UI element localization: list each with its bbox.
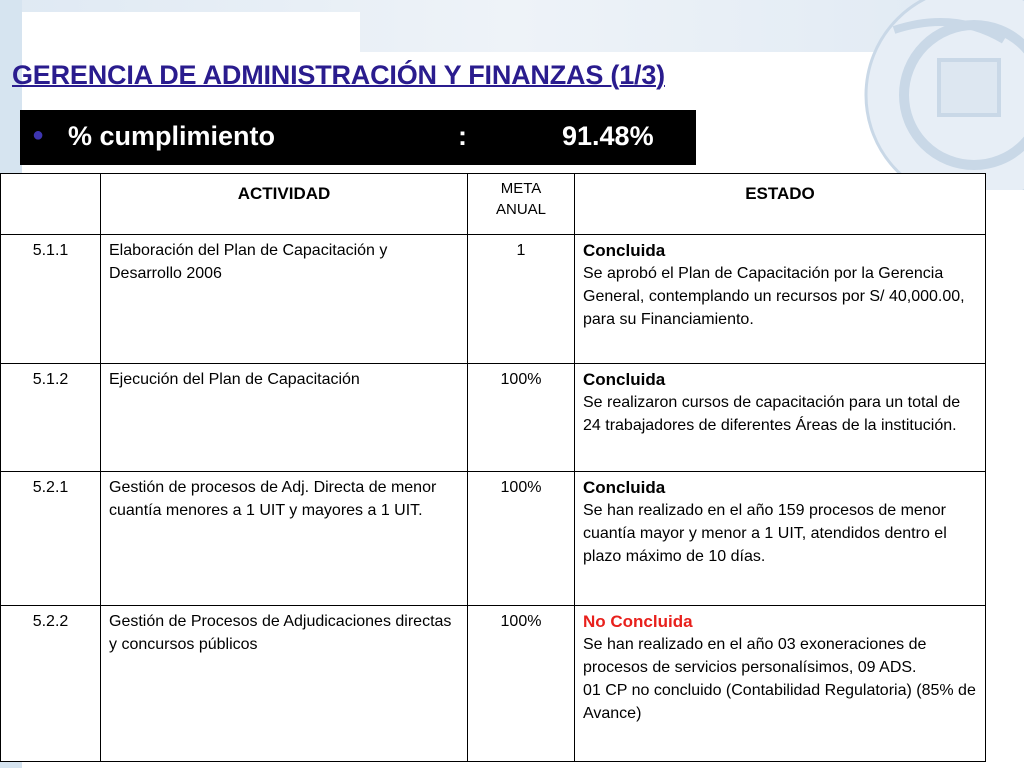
status-detail: Se aprobó el Plan de Capacitación por la Gerencia General, contemplando un recursos por S/ 40,000.00, para su Financiamiento. — [583, 265, 965, 328]
status-detail-extra: 01 CP no concluido (Contabilidad Regulatoria) (85% de Avance) — [583, 682, 976, 722]
compliance-value: 91.48% — [562, 121, 654, 151]
bullet-icon: ● — [32, 124, 45, 146]
header-goal: META ANUAL — [468, 174, 575, 235]
status-label: Concluida — [583, 478, 666, 497]
status-label: Concluida — [583, 370, 666, 389]
row-code: 5.1.1 — [1, 235, 101, 364]
row-activity: Ejecución del Plan de Capacitación — [101, 364, 468, 472]
status-detail: Se han realizado en el año 159 procesos de menor cuantía mayor y menor a 1 UIT, atendidos dentro el plazo máximo de 10 días. — [583, 502, 947, 565]
table-row — [1, 364, 986, 472]
status-label: No Concluida — [583, 612, 693, 631]
status-detail: Se realizaron cursos de capacitación para un total de 24 trabajadores de diferentes Áreas de la institución. — [583, 394, 961, 434]
row-status-cell — [575, 364, 986, 472]
row-status-cell — [575, 235, 986, 364]
row-activity: Gestión de procesos de Adj. Directa de menor cuantía menores a 1 UIT y mayores a 1 UIT. — [101, 472, 468, 606]
table-header-row — [1, 174, 986, 235]
table-row — [1, 235, 986, 364]
status-label: Concluida — [583, 241, 666, 260]
watermark-logo — [834, 0, 1024, 190]
compliance-label: % cumplimiento — [68, 121, 276, 151]
header-activity: ACTIVIDAD — [101, 174, 468, 235]
row-status-cell — [575, 472, 986, 606]
compliance-separator: : — [458, 121, 467, 151]
row-goal: 100% — [468, 472, 575, 606]
row-goal: 1 — [468, 235, 575, 364]
table-row — [1, 606, 986, 762]
background-top-panel — [22, 12, 360, 52]
header-code — [1, 174, 101, 235]
compliance-banner — [20, 110, 696, 165]
row-status-cell — [575, 606, 986, 762]
status-detail: Se han realizado en el año 03 exoneraciones de procesos de servicios personalísimos, 09 ADS. — [583, 636, 927, 676]
row-code: 5.1.2 — [1, 364, 101, 472]
activities-table — [0, 173, 986, 762]
table-row — [1, 472, 986, 606]
row-goal: 100% — [468, 364, 575, 472]
row-goal: 100% — [468, 606, 575, 762]
row-code: 5.2.2 — [1, 606, 101, 762]
row-code: 5.2.1 — [1, 472, 101, 606]
header-status: ESTADO — [575, 174, 986, 235]
row-activity: Elaboración del Plan de Capacitación y Desarrollo 2006 — [101, 235, 468, 364]
row-activity: Gestión de Procesos de Adjudicaciones directas y concursos públicos — [101, 606, 468, 762]
slide-title: GERENCIA DE ADMINISTRACIÓN Y FINANZAS (1/3) — [12, 60, 665, 90]
